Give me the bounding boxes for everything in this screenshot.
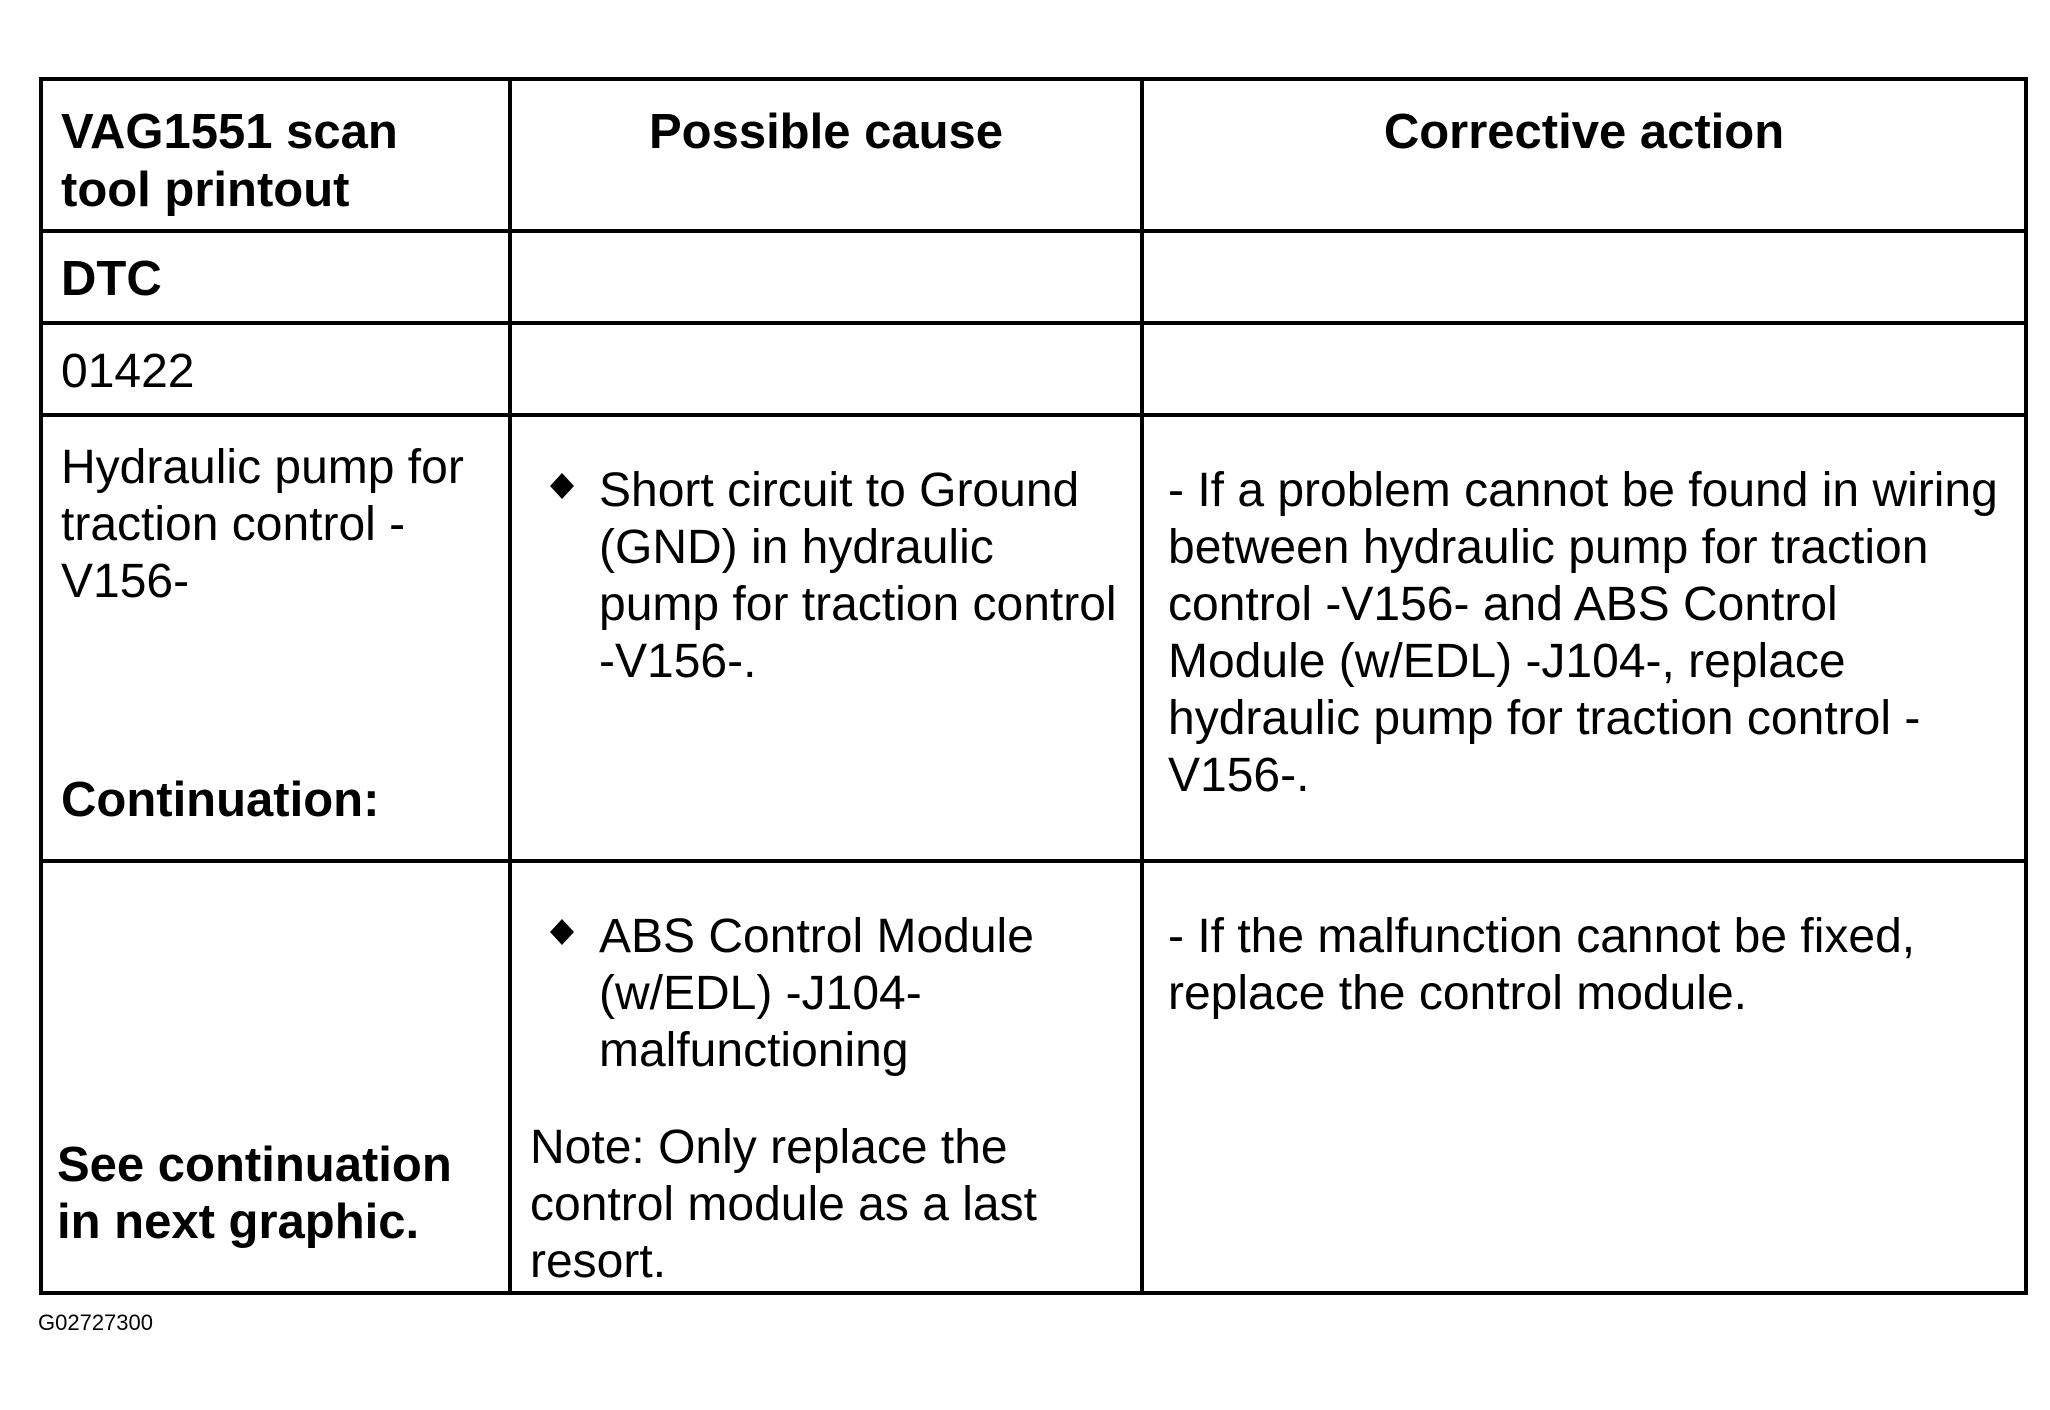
dtc-label-cell	[41, 231, 510, 323]
header-scan-tool-line2: tool printout	[61, 163, 350, 217]
table-row-dtc-label	[41, 231, 2026, 323]
corrective-action-cell	[1142, 861, 2026, 1293]
possible-cause-cell	[510, 415, 1142, 861]
figure-id: G02727300	[38, 1310, 153, 1335]
empty-cell	[1142, 323, 2026, 415]
header-corrective-action	[1142, 79, 2026, 231]
see-continuation-note: See continuation in next graphic.	[57, 1138, 452, 1249]
cause-text: Short circuit to Ground (GND) in hydraulic pump for traction control -V156-.	[599, 464, 1117, 688]
table-header-row	[41, 79, 2026, 231]
list-item	[512, 417, 1140, 690]
action-text: - If a problem cannot be found in wiring between hydraulic pump for traction control -V156- and ABS Control Module (w/EDL) -J104-, replace hydraulic pump for traction control -V156-.	[1168, 464, 1998, 802]
table-row-component	[41, 415, 2026, 861]
table-row-dtc-code	[41, 323, 2026, 415]
dtc-label: DTC	[61, 252, 162, 306]
dtc-diagnostic-table	[39, 77, 2028, 1295]
note-text: Note: Only replace the control module as a last resort.	[530, 1121, 1037, 1288]
see-continuation-cell	[41, 861, 510, 1293]
action-text: - If the malfunction cannot be fixed, replace the control module.	[1168, 910, 1916, 1020]
dtc-code-cell	[41, 323, 510, 415]
header-possible-cause	[510, 79, 1142, 231]
cause-text: ABS Control Module (w/EDL) -J104- malfunctioning	[599, 910, 1034, 1077]
diamond-bullet-icon	[548, 472, 576, 500]
header-scan-tool-printout	[41, 79, 510, 231]
table-row-control-module	[41, 861, 2026, 1293]
component-cell	[41, 415, 510, 861]
header-scan-tool-line1: VAG1551 scan	[61, 105, 398, 159]
list-item	[512, 863, 1140, 1079]
diagnostic-table-container	[39, 77, 2028, 1295]
header-corrective-action-label: Corrective action	[1383, 105, 1785, 159]
corrective-action-cell	[1142, 415, 2026, 861]
empty-cell	[1142, 231, 2026, 323]
empty-cell	[510, 231, 1142, 323]
component-name: Hydraulic pump for traction control -V156-	[61, 441, 464, 608]
header-possible-cause-label: Possible cause	[648, 105, 1004, 159]
diamond-bullet-icon	[548, 918, 576, 946]
possible-cause-cell	[510, 861, 1142, 1293]
empty-cell	[510, 323, 1142, 415]
dtc-code: 01422	[61, 345, 195, 398]
continuation-label: Continuation:	[61, 773, 380, 827]
